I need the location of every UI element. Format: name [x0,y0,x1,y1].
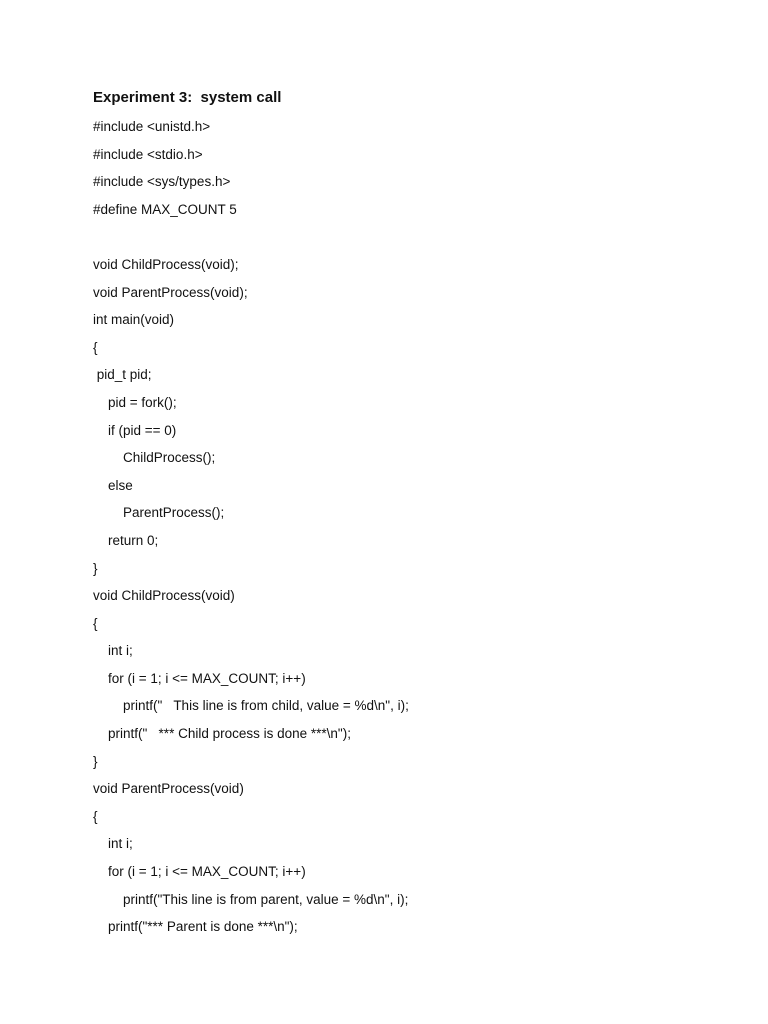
code-line: { [93,339,98,355]
code-line-blank [93,226,733,254]
code-line: printf(" *** Child process is done ***\n"); [93,726,351,742]
code-line: if (pid == 0) [93,422,177,438]
code-line: printf(" This line is from child, value = %d\n", i); [93,698,409,714]
code-line: #include <sys/types.h> [93,174,231,190]
code-line: } [93,560,98,576]
code-line: for (i = 1; i <= MAX_COUNT; i++) [93,670,306,686]
code-line: printf("*** Parent is done ***\n"); [93,919,298,935]
code-line: void ChildProcess(void) [93,588,235,604]
code-listing [93,116,733,944]
code-line: pid = fork(); [93,394,177,410]
code-line: { [93,615,98,631]
code-line: #include <stdio.h> [93,146,203,162]
code-line: } [93,753,98,769]
code-line: printf("This line is from parent, value = %d\n", i); [93,891,409,907]
code-line: pid_t pid; [93,367,152,383]
code-line: int i; [93,643,133,659]
code-line: ChildProcess(); [93,450,216,466]
code-line: void ChildProcess(void); [93,256,239,272]
code-line: return 0; [93,532,159,548]
code-line: int main(void) [93,312,175,328]
code-line: int i; [93,836,133,852]
code-line: #include <unistd.h> [93,119,211,134]
code-line: void ParentProcess(void); [93,284,248,300]
code-line: #define MAX_COUNT 5 [93,201,237,217]
code-line: for (i = 1; i <= MAX_COUNT; i++) [93,864,306,880]
code-line: ParentProcess(); [93,505,225,521]
document-title: Experiment 3: system call [93,89,282,106]
code-line: else [93,477,133,493]
code-line: { [93,808,98,824]
code-line: void ParentProcess(void) [93,781,244,797]
